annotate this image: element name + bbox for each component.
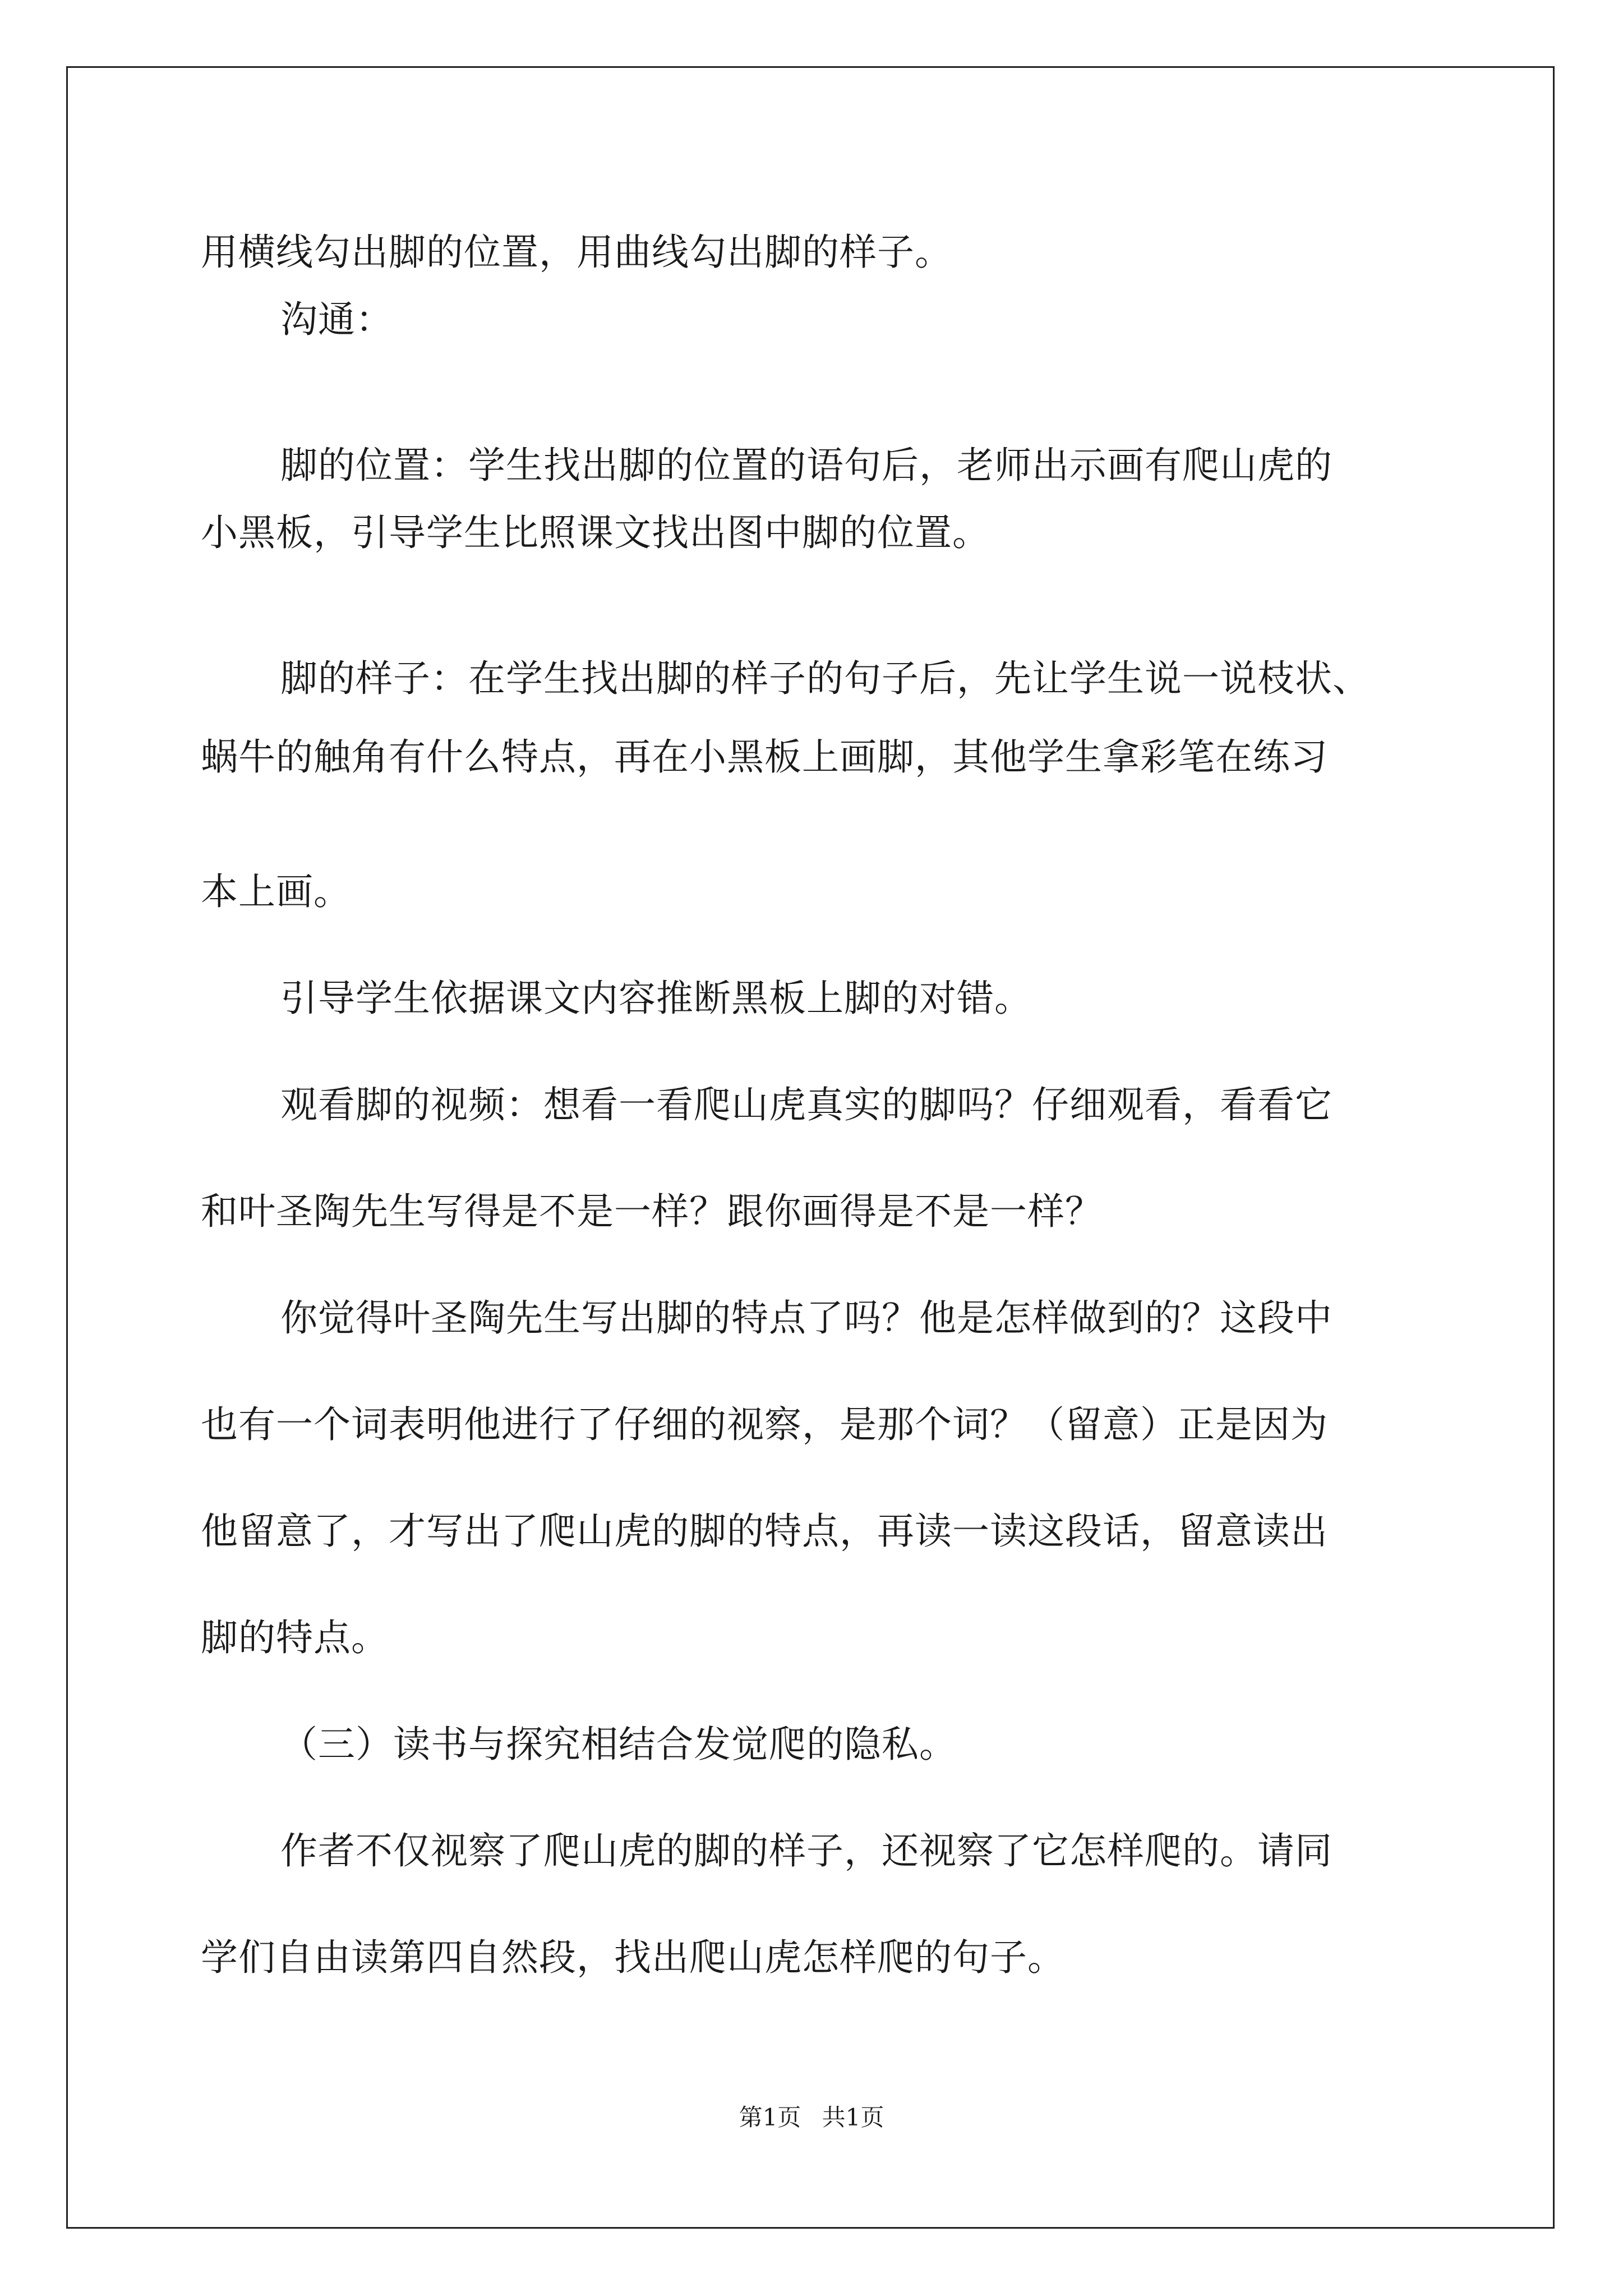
- text-line: 你觉得叶圣陶先生写出脚的特点了吗？他是怎样做到的？这段中: [280, 1296, 1332, 1340]
- page-border: [66, 66, 1555, 2229]
- text-line: 引导学生依据课文内容推断黑板上脚的对错。: [280, 977, 1032, 1020]
- text-line: 用横线勾出脚的位置，用曲线勾出脚的样子。: [201, 231, 952, 274]
- text-line: 小黑板，引导学生比照课文找出图中脚的位置。: [201, 511, 990, 554]
- page-footer: [0, 2101, 1623, 2134]
- text-line: 沟通：: [280, 298, 393, 341]
- text-line: 脚的位置：学生找出脚的位置的语句后，老师出示画有爬山虎的: [280, 444, 1332, 487]
- text-line: 脚的特点。: [201, 1616, 389, 1659]
- text-line: 作者不仅视察了爬山虎的脚的样子，还视察了它怎样爬的。请同: [280, 1829, 1332, 1872]
- text-line: 也有一个词表明他进行了仔细的视察，是那个词？（留意）正是因为: [201, 1403, 1328, 1446]
- text-line: 观看脚的视频：想看一看爬山虎真实的脚吗？仔细观看，看看它: [280, 1083, 1332, 1126]
- text-line: 和叶圣陶先生写得是不是一样？跟你画得是不是一样？: [201, 1190, 1103, 1233]
- text-line: 脚的样子：在学生找出脚的样子的句子后，先让学生说一说枝状、: [280, 657, 1370, 700]
- text-line: （三）读书与探究相结合发觉爬的隐私。: [280, 1723, 957, 1766]
- text-line: 蜗牛的触角有什么特点，再在小黑板上画脚，其他学生拿彩笔在练习: [201, 735, 1328, 779]
- text-line: 学们自由读第四自然段，找出爬山虎怎样爬的句子。: [201, 1936, 1065, 1979]
- current-page-number: 第1页: [739, 2104, 801, 2131]
- text-line: 他留意了，才写出了爬山虎的脚的特点，再读一读这段话，留意读出: [201, 1510, 1328, 1553]
- total-pages: 共1页: [822, 2104, 884, 2131]
- text-line: 本上画。: [201, 870, 351, 913]
